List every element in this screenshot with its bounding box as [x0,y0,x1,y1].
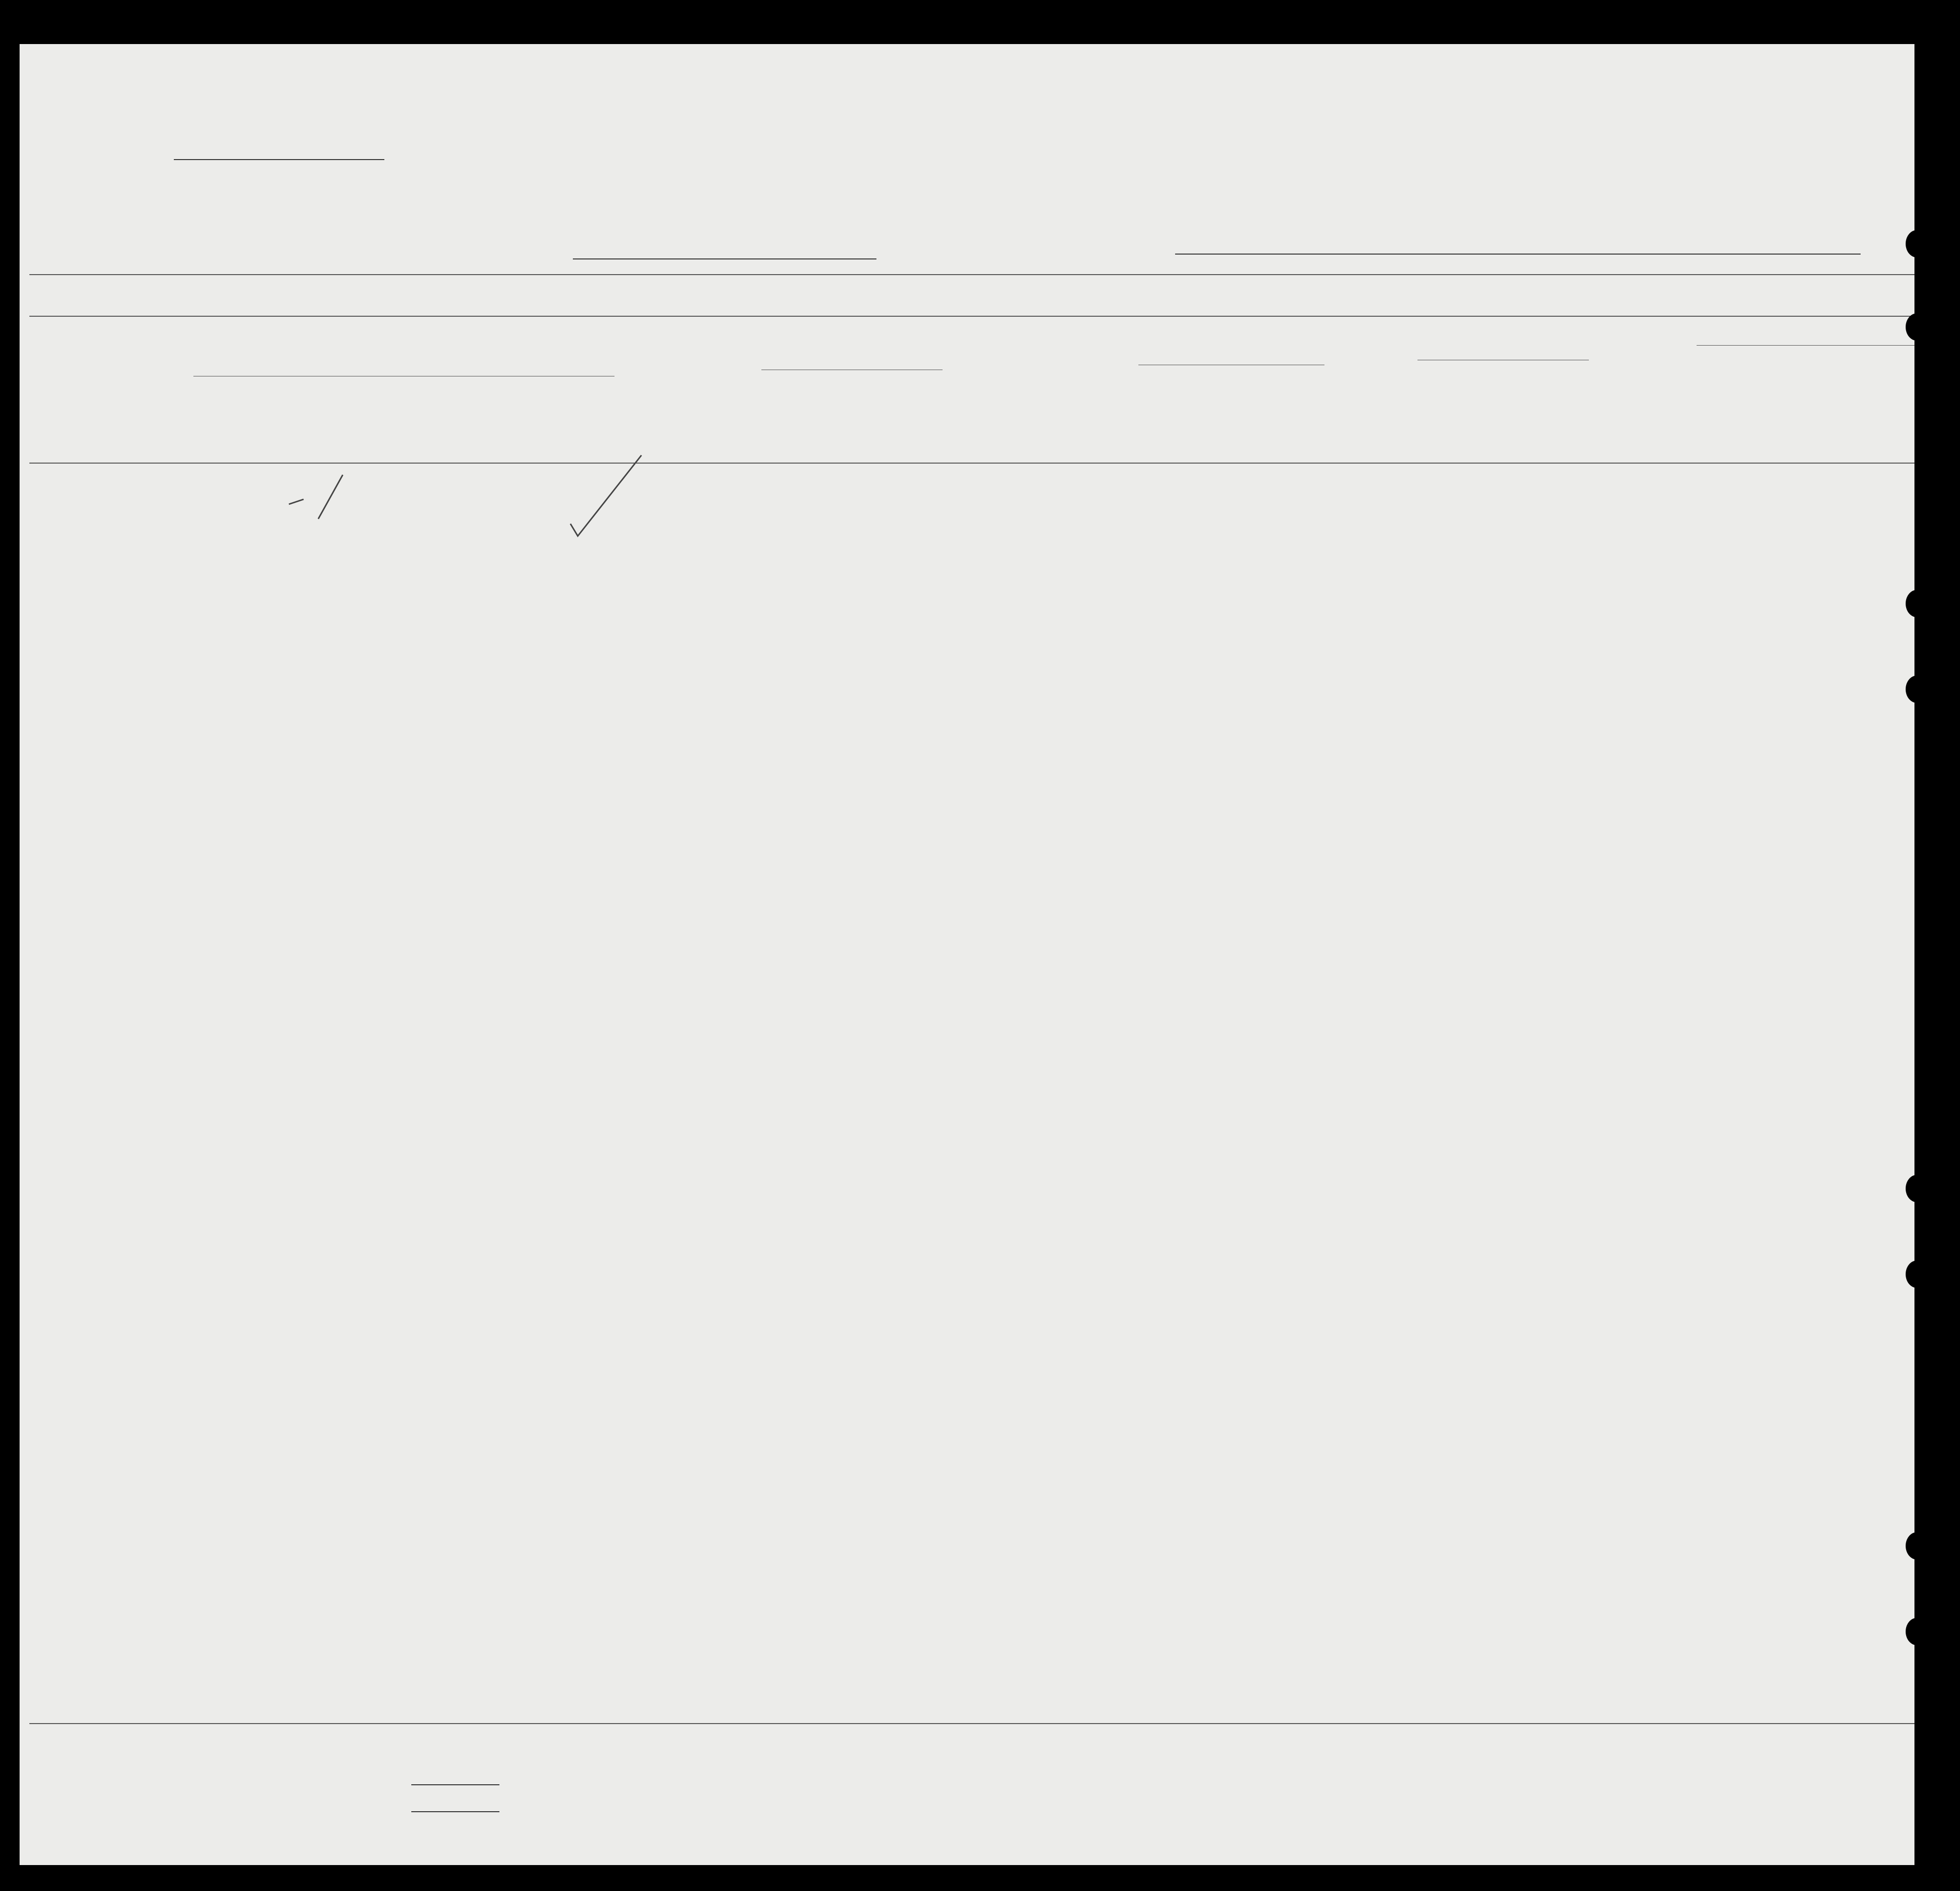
list-underline [174,159,384,160]
punch-hole [1906,230,1928,257]
table-top-rule [29,274,1914,275]
port-underline [1175,254,1861,255]
punch-hole [1906,590,1928,617]
us-citizens-line [411,1811,499,1812]
punch-hole [1906,1261,1928,1288]
punch-hole [1906,313,1928,341]
total-passengers-line [411,1784,499,1785]
punch-hole [1906,676,1928,703]
header-bottom-rule [29,463,1914,464]
punch-hole [1906,1618,1928,1645]
residence-subrule [1697,345,1914,346]
manifest-sheet [20,44,1914,1865]
tick-mark-age [568,450,646,543]
punch-hole [1906,1532,1928,1560]
table-bottom-rule [29,1723,1914,1724]
ship-underline [573,258,876,259]
colnum-rule [29,316,1914,317]
punch-hole [1906,1175,1928,1202]
tick-marks [284,470,362,529]
